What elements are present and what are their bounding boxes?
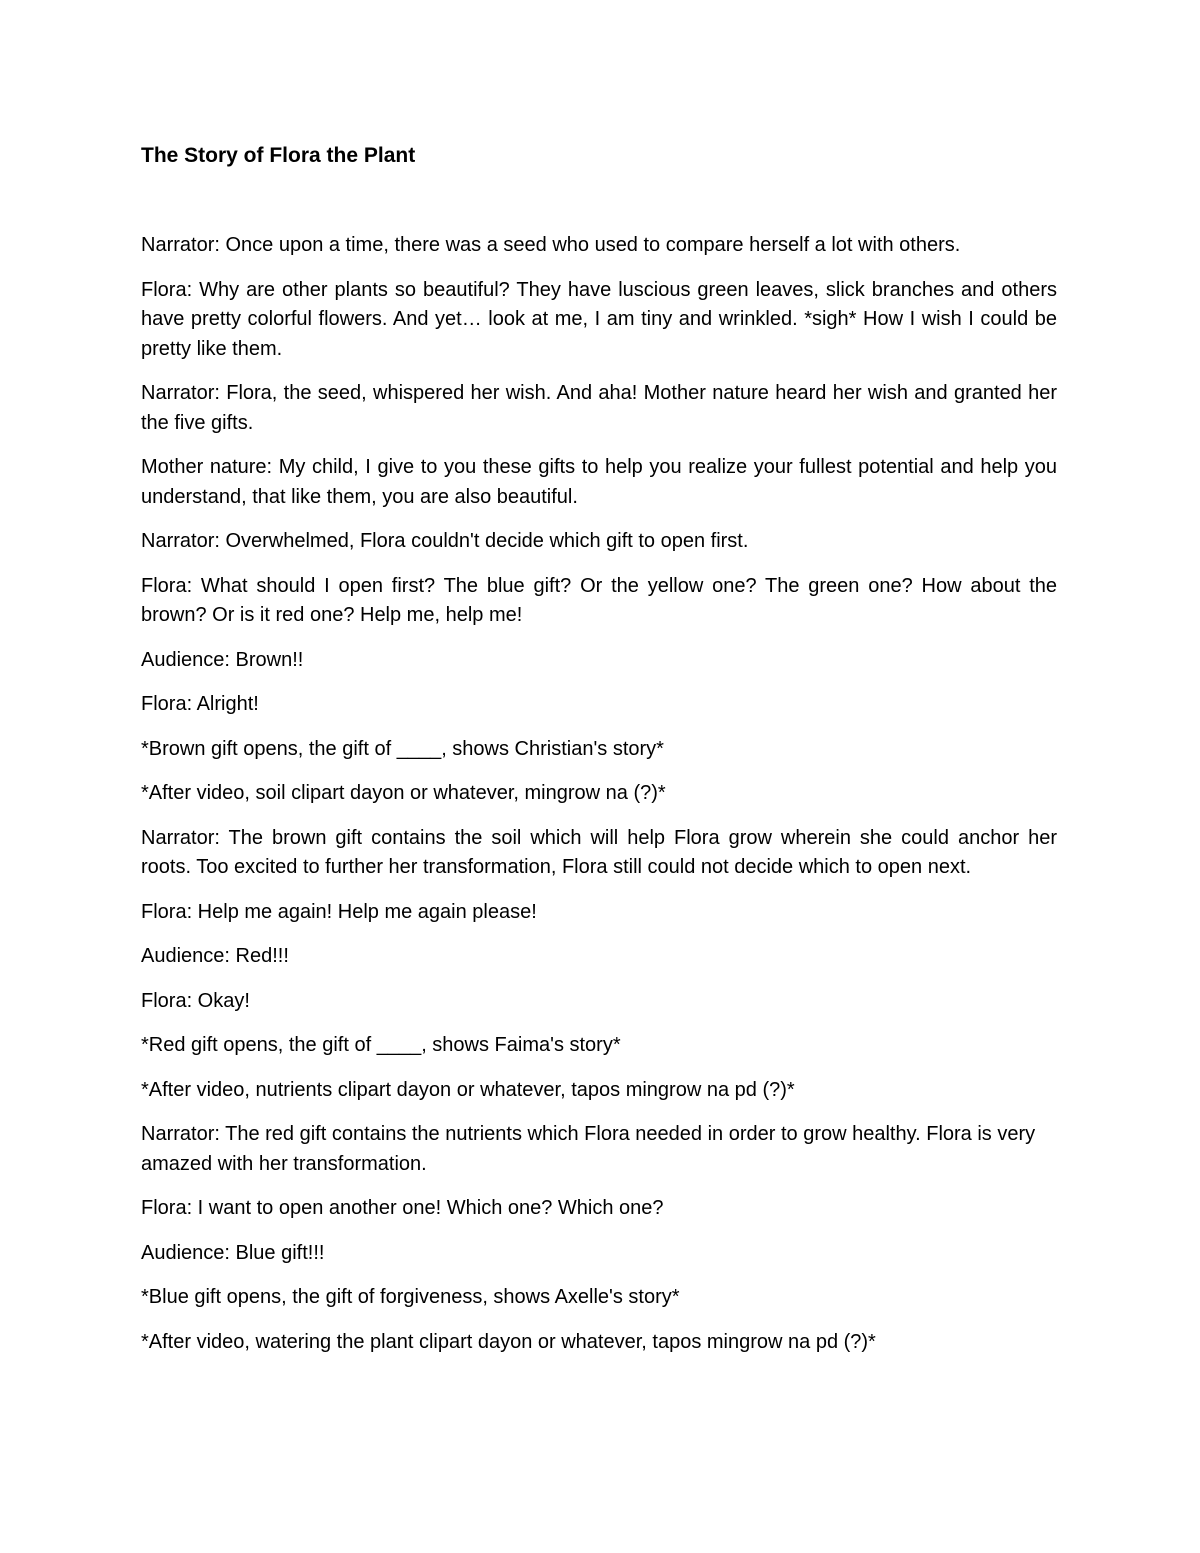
paragraph-narrator-intro: Narrator: Once upon a time, there was a seed who used to compare herself a lot with others. — [141, 234, 961, 256]
paragraph-brown-gift-opens: *Brown gift opens, the gift of ____, shows Christian's story* — [141, 737, 664, 760]
paragraph-flora-alright: Flora: Alright! — [141, 693, 259, 715]
paragraph-flora-okay: Flora: Okay! — [141, 989, 250, 1012]
paragraph-flora-another-one: Flora: I want to open another one! Which one? Which one? — [141, 1197, 664, 1219]
document-title: The Story of Flora the Plant — [141, 144, 416, 167]
paragraph-narrator-overwhelmed: Narrator: Overwhelmed, Flora couldn't decide which gift to open first. — [141, 530, 749, 552]
paragraph-red-gift-opens: *Red gift opens, the gift of ____, shows Faima's story* — [141, 1034, 621, 1056]
paragraph-flora-wish: Flora: Why are other plants so beautiful? They have luscious green leaves, slick branches and others have pretty colorful flowers. And yet… look at me, I am tiny and wrinkled. *sigh* How I wish I could be pretty like them. — [141, 278, 1057, 360]
paragraph-narrator-nutrients: Narrator: The red gift contains the nutrients which Flora needed in order to grow healthy. Flora is very amazed with her transformation. — [141, 1123, 1036, 1175]
paragraph-narrator-gifts: Narrator: Flora, the seed, whispered her wish. And aha! Mother nature heard her wish and granted her the five gifts. — [141, 382, 1057, 434]
paragraph-soil-clipart: *After video, soil clipart dayon or whatever, mingrow na (?)* — [141, 782, 666, 804]
paragraph-audience-brown: Audience: Brown!! — [141, 648, 304, 671]
paragraph-nutrients-clipart: *After video, nutrients clipart dayon or whatever, tapos mingrow na pd (?)* — [141, 1078, 795, 1101]
paragraph-blue-gift-opens: *Blue gift opens, the gift of forgiveness, shows Axelle's story* — [141, 1286, 680, 1308]
paragraph-watering-clipart: *After video, watering the plant clipart dayon or whatever, tapos mingrow na pd (?)* — [141, 1330, 876, 1353]
paragraph-mother-nature: Mother nature: My child, I give to you these gifts to help you realize your fullest potential and help you understand, that like them, you are also beautiful. — [141, 456, 1057, 508]
paragraph-flora-help-again: Flora: Help me again! Help me again please! — [141, 900, 537, 923]
document-body — [141, 231, 1057, 1372]
paragraph-audience-red: Audience: Red!!! — [141, 945, 289, 967]
paragraph-flora-which-gift: Flora: What should I open first? The blue gift? Or the yellow one? The green one? How about the brown? Or is it red one? Help me, help me! — [141, 574, 1057, 626]
paragraph-narrator-soil: Narrator: The brown gift contains the soil which will help Flora grow wherein she could anchor her roots. Too excited to further her transformation, Flora still could not decide which to open next. — [141, 826, 1057, 878]
paragraph-audience-blue: Audience: Blue gift!!! — [141, 1241, 325, 1264]
